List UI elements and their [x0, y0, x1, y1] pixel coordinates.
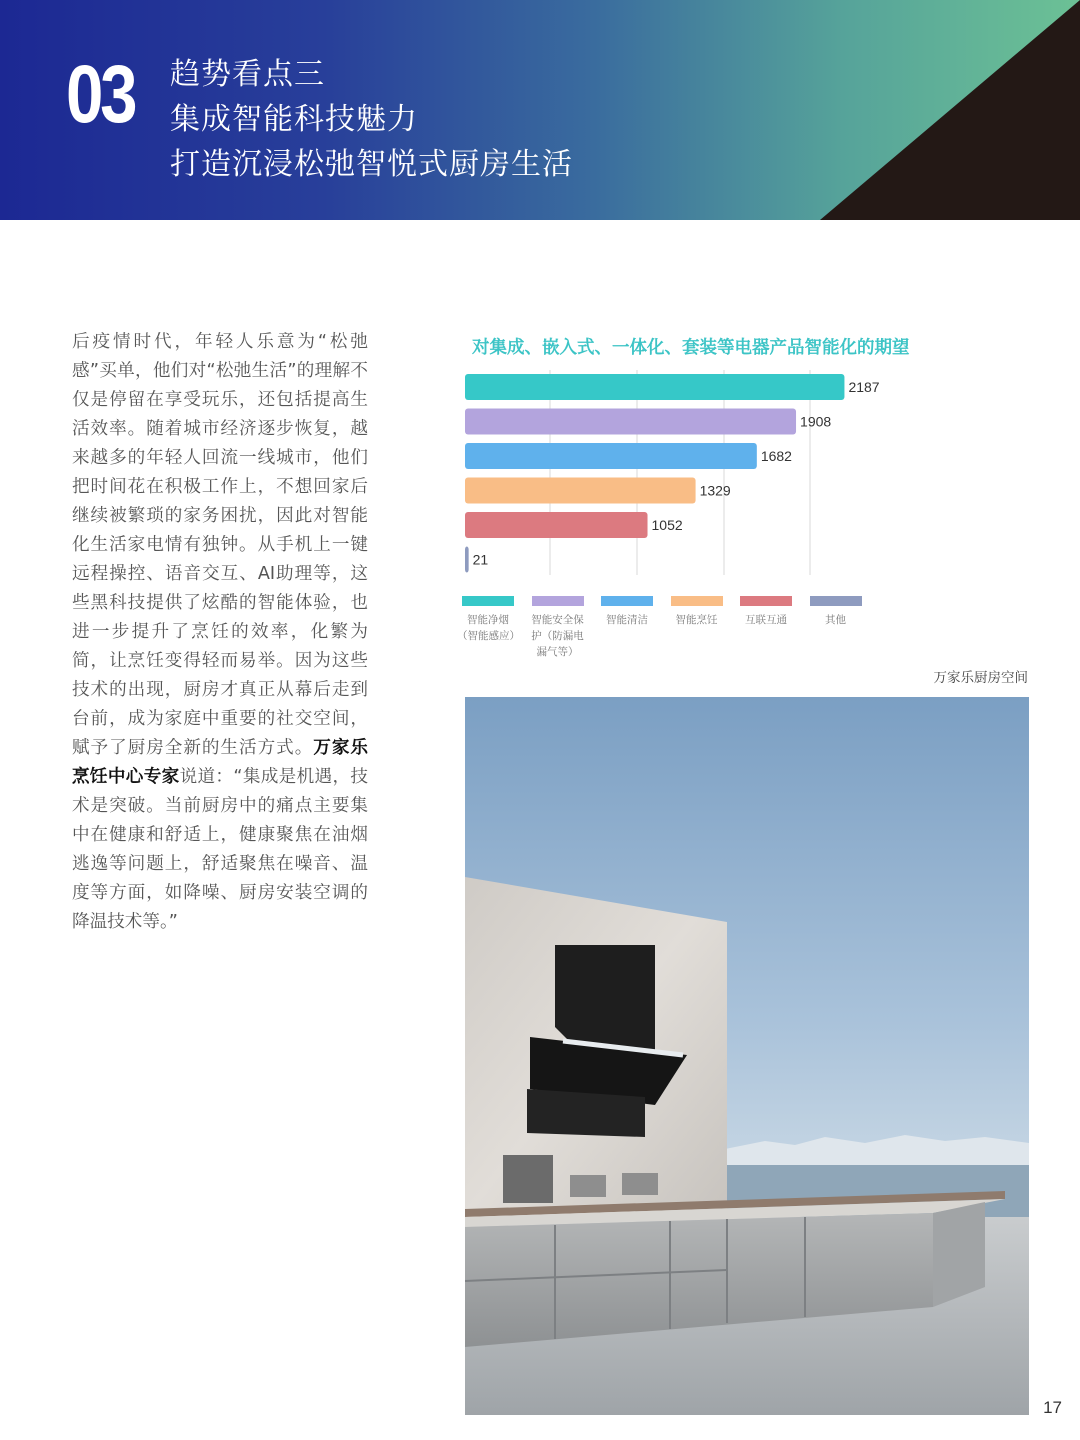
legend-item: [805, 596, 867, 628]
legend-item: [457, 596, 519, 644]
legend-item: [735, 596, 797, 628]
bar-2: [465, 409, 796, 435]
headline-line-3: 打造沉浸松弛智悦式厨房生活: [170, 147, 573, 182]
body-text-tail: 说道：“集成是机遇，技术是突破。当前厨房中的痛点主要集中在健康和舒适上，健康聚焦在油烟逃逸等问题上，舒适聚焦在噪音、温度等方面，如降噪、厨房安装空调的降温技术等。”: [72, 767, 368, 932]
legend-label: 智能净烟: [467, 614, 509, 626]
body-text-emphasis: 万家乐烹饪中心专家: [72, 738, 368, 787]
legend-label: 互联互通: [745, 614, 787, 626]
legend-swatch: [601, 596, 653, 606]
bar-value-label: 1682: [760, 448, 792, 464]
headline-line-1: 趋势看点三: [170, 57, 325, 92]
bar-value-label: 2187: [848, 379, 880, 395]
legend-item: [596, 596, 658, 628]
legend-swatch: [462, 596, 514, 606]
legend-swatch: [532, 596, 584, 606]
legend-label: 其他: [825, 614, 846, 626]
kitchen-photo: [465, 697, 1029, 1415]
chart-legend: [457, 596, 882, 666]
bar-3: [465, 443, 757, 469]
headline-line-2: 集成智能科技魅力: [170, 102, 418, 137]
bar-value-label: 1052: [651, 517, 683, 533]
legend-label: 智能清洁: [606, 614, 648, 626]
section-headline: [170, 52, 573, 187]
legend-swatch: [740, 596, 792, 606]
section-number: 03: [66, 49, 135, 140]
header-banner: [0, 0, 1080, 220]
bar-value-label: 1908: [800, 413, 832, 430]
bar-1: [465, 374, 844, 400]
legend-label: 漏气等）: [536, 646, 579, 658]
legend-swatch: [671, 596, 723, 606]
body-paragraph: [72, 328, 368, 937]
legend-item: [666, 596, 728, 628]
body-text-lead: 后疫情时代，年轻人乐意为“松弛感”买单，他们对“松弛生活”的理解不仅是停留在享受玩乐，还包括提高生活效率。随着城市经济逐步恢复，越来越多的年轻人回流一线城市，他们把时间花在积极工作上，不想回家后继续被繁琐的家务困扰，因此对智能化生活家电情有独钟。从手机上一键远程操控、语音交互、AI助理等，这些黑科技提供了炫酷的智能体验，也进一步提升了烹饪的效率，化繁为简，让烹饪变得轻而易举。因为这些技术的出现，厨房才真正从幕后走到台前，成为家庭中重要的社交空间，赋予了厨房全新的生活方式。: [72, 332, 368, 758]
chart-title: 对集成、嵌入式、一体化、套装等电器产品智能化的期望: [472, 338, 910, 358]
bar-chart: [455, 365, 895, 580]
bar-6: [465, 547, 469, 573]
page-number: 17: [1043, 1398, 1062, 1417]
legend-label: 智能烹饪: [675, 614, 718, 626]
bar-value-label: 21: [472, 551, 489, 568]
legend-label: 智能安全保: [531, 614, 584, 626]
bar-5: [465, 512, 648, 538]
legend-item: [527, 596, 589, 660]
bar-value-label: 1329: [699, 482, 731, 499]
legend-swatch: [810, 596, 862, 606]
legend-label: 护（防漏电: [531, 630, 584, 642]
photo-caption: 万家乐厨房空间: [933, 670, 1028, 686]
bar-4: [465, 478, 696, 504]
legend-label: （智能感应）: [457, 630, 520, 642]
banner-corner-decoration: [820, 0, 1080, 220]
